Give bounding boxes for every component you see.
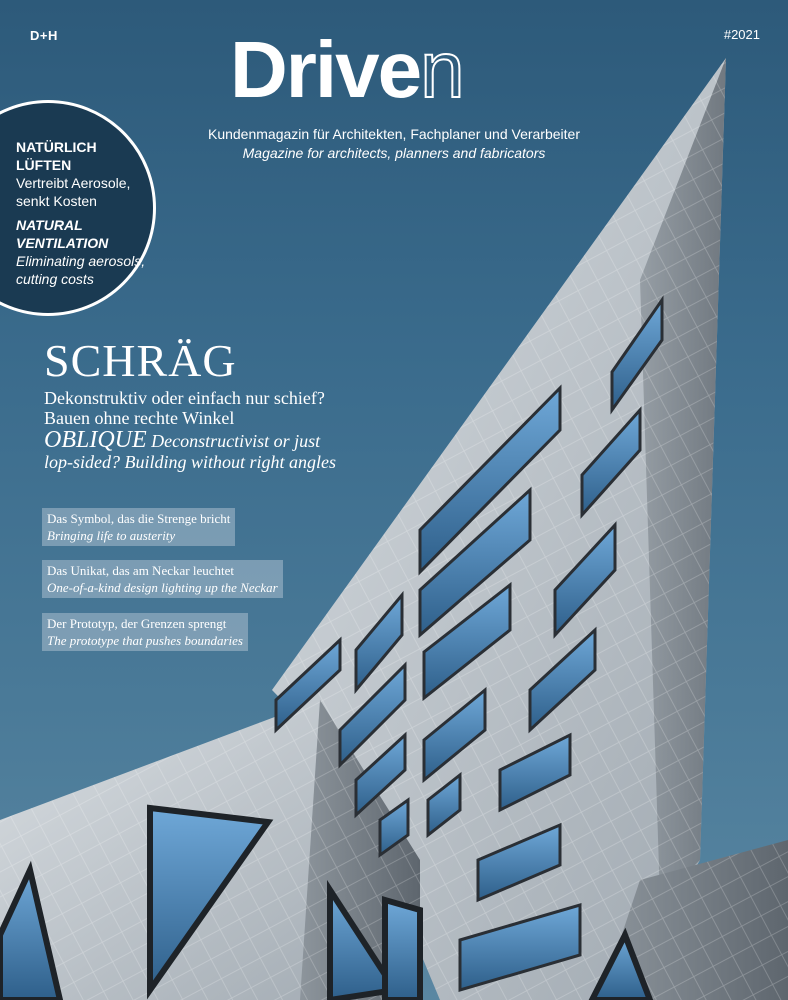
deck-en [44,427,374,473]
issue-number: #2021 [723,27,760,42]
story-teaser[interactable] [42,560,283,598]
magazine-logo [230,25,463,114]
deck-de [44,388,374,428]
story-title-de: Das Symbol, das die Strenge bricht [47,511,231,526]
deck-en-line-2: lop-sided? Building without right angles [44,452,336,472]
badge-text-en-2: cutting costs [16,271,94,287]
deck-en-keyword: OBLIQUE [44,427,147,453]
badge-title-de-1: NATÜRLICH [16,139,97,155]
logo-main: Drive [230,25,421,114]
story-title-en: One-of-a-kind design lighting up the Neckar [47,580,278,595]
story-title-en: Bringing life to austerity [47,528,176,543]
cover-headline: SCHRÄG [44,335,237,386]
badge-text [16,138,156,288]
story-teaser[interactable] [42,508,235,546]
badge-title-de-2: LÜFTEN [16,157,72,173]
story-title-en: The prototype that pushes boundaries [47,633,243,648]
story-title-de: Das Unikat, das am Neckar leuchtet [47,563,234,578]
brand-logo: D+H [30,28,58,43]
badge-text-en-1: Eliminating aerosols, [16,253,146,269]
logo-last-letter: n [420,25,463,114]
story-teaser[interactable] [42,613,248,651]
story-title-de: Der Prototyp, der Grenzen sprengt [47,616,227,631]
badge-text-de-1: Vertreibt Aerosole, [16,175,131,191]
badge-title-en-2: VENTILATION [16,235,109,251]
deck-de-line-2: Bauen ohne rechte Winkel [44,408,235,428]
tagline-de: Kundenmagazin für Architekten, Fachplaner und Verarbeiter [207,126,580,142]
tagline-en: Magazine for architects, planners and fabricators [242,145,546,161]
deck-de-line-1: Dekonstruktiv oder einfach nur schief? [44,388,325,408]
badge-text-de-2: senkt Kosten [16,193,97,209]
badge-title-en-1: NATURAL [16,217,83,233]
deck-en-line-1: Deconstructivist or just [146,431,321,451]
